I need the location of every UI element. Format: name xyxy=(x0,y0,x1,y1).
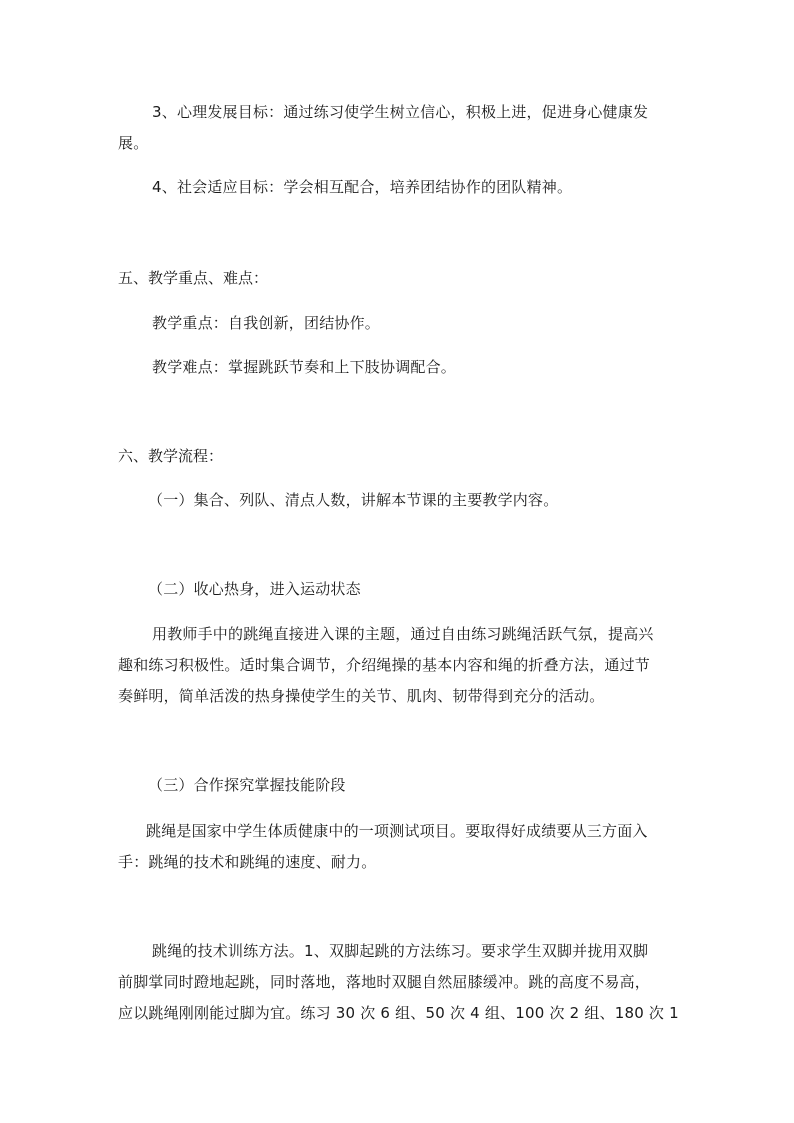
goal3-line1: 3、心理发展目标：通过练习使学生树立信心，积极上进，促进身心健康发 xyxy=(152,103,649,121)
step3-line2: 手：跳绳的技术和跳绳的速度、耐力。 xyxy=(118,853,377,871)
training-line2: 前脚掌同时蹬地起跳，同时落地，落地时双腿自然屈膝缓冲。跳的高度不易高， xyxy=(118,973,651,991)
goal4-text: 4、社会适应目标：学会相互配合，培养团结协作的团队精神。 xyxy=(152,178,573,196)
training-line3: 应以跳绳刚刚能过脚为宜。练习 30 次 6 组、50 次 4 组、100 次 2 组、180 次 1 xyxy=(118,1004,679,1022)
goal3-line2: 展。 xyxy=(118,134,149,152)
step2-line1: 用教师手中的跳绳直接进入课的主题，通过自由练习跳绳活跃气氛，提高兴 xyxy=(152,625,654,643)
step2-heading: （二）收心热身，进入运动状态 xyxy=(148,580,361,598)
step3-heading: （三）合作探究掌握技能阶段 xyxy=(148,776,346,794)
step2-line2: 趣和练习积极性。适时集合调节，介绍绳操的基本内容和绳的折叠方法，通过节 xyxy=(118,656,651,674)
training-line1: 跳绳的技术训练方法。1、双脚起跳的方法练习。要求学生双脚并拢用双脚 xyxy=(152,942,649,960)
step1-text: （一）集合、列队、清点人数，讲解本节课的主要教学内容。 xyxy=(148,491,559,509)
step2-line3: 奏鲜明，简单活泼的热身操使学生的关节、肌肉、韧带得到充分的活动。 xyxy=(118,687,605,705)
section6-heading: 六、教学流程： xyxy=(118,447,224,465)
difficulty-text: 教学难点：掌握跳跃节奏和上下肢协调配合。 xyxy=(152,358,457,376)
step3-line1: 跳绳是国家中学生体质健康中的一项测试项目。要取得好成绩要从三方面入 xyxy=(146,822,648,840)
key-point-text: 教学重点：自我创新，团结协作。 xyxy=(152,314,381,332)
section5-heading: 五、教学重点、难点： xyxy=(118,269,269,287)
